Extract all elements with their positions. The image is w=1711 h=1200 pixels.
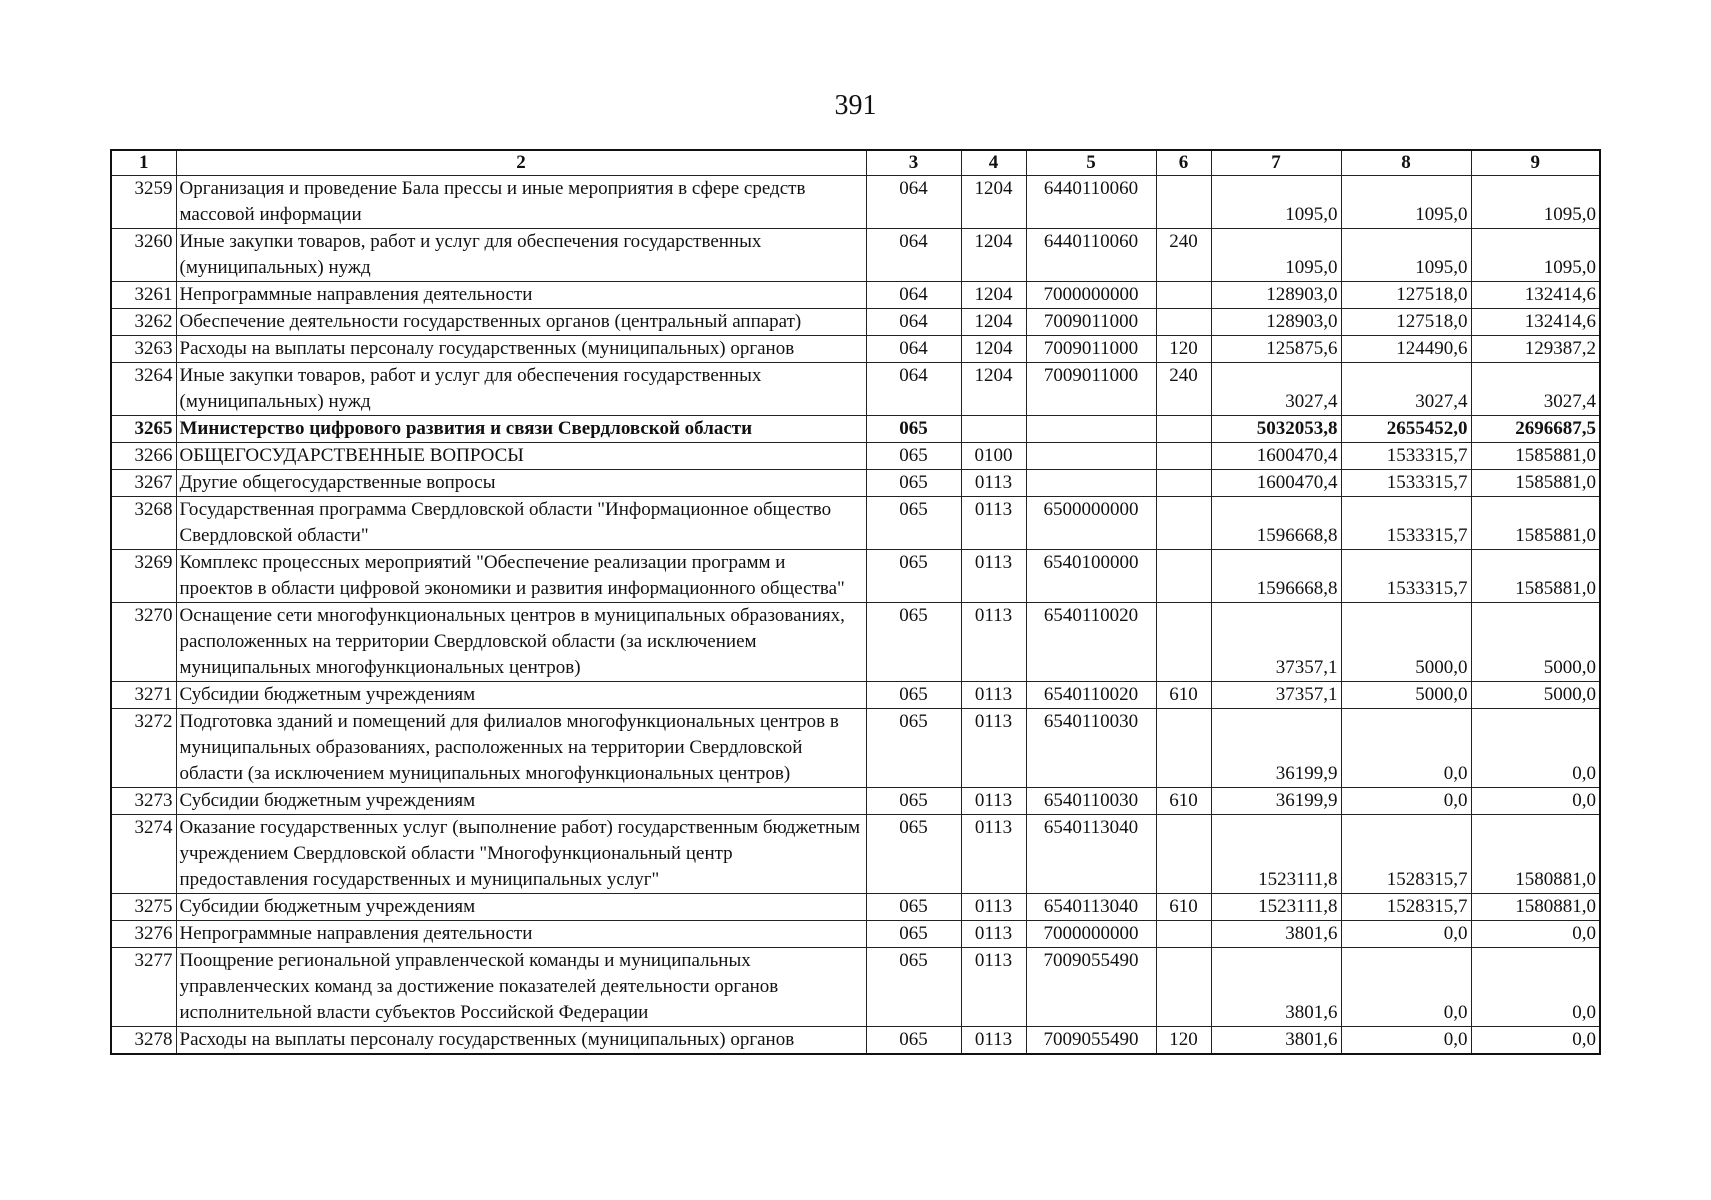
- row-amount-col8: 5000,0: [1341, 603, 1471, 682]
- row-code-ministry: 065: [866, 443, 961, 470]
- table-body: [111, 176, 1600, 1055]
- row-amount-col9: 1585881,0: [1471, 470, 1600, 497]
- table-row: [111, 788, 1600, 815]
- row-amount-col9: 129387,2: [1471, 336, 1600, 363]
- table-row: [111, 229, 1600, 282]
- row-amount-col7: 3801,6: [1211, 1027, 1341, 1055]
- row-code-expense-type: 240: [1156, 363, 1211, 416]
- row-code-expense-type: [1156, 282, 1211, 309]
- row-code-target: 7000000000: [1026, 282, 1156, 309]
- header-col-7: 7: [1211, 150, 1341, 176]
- row-code-expense-type: [1156, 550, 1211, 603]
- row-number: 3261: [111, 282, 176, 309]
- row-name: Организация и проведение Бала прессы и иные мероприятия в сфере средств массовой информации: [176, 176, 866, 229]
- row-code-expense-type: [1156, 921, 1211, 948]
- row-number: 3271: [111, 682, 176, 709]
- table-row: [111, 309, 1600, 336]
- row-number: 3277: [111, 948, 176, 1027]
- row-name: Подготовка зданий и помещений для филиалов многофункциональных центров в муниципальных образованиях, расположенных на территории Свердловской области (за исключением муниципальных многофункциональных центров): [176, 709, 866, 788]
- row-code-ministry: 064: [866, 363, 961, 416]
- row-number: 3260: [111, 229, 176, 282]
- header-col-3: 3: [866, 150, 961, 176]
- row-name: Иные закупки товаров, работ и услуг для обеспечения государственных (муниципальных) нужд: [176, 363, 866, 416]
- row-code-target: 7000000000: [1026, 921, 1156, 948]
- table-row: [111, 470, 1600, 497]
- row-code-target: 7009055490: [1026, 948, 1156, 1027]
- row-code-target: [1026, 470, 1156, 497]
- row-code-expense-type: 240: [1156, 229, 1211, 282]
- row-amount-col8: 5000,0: [1341, 682, 1471, 709]
- row-amount-col9: 1585881,0: [1471, 550, 1600, 603]
- row-code-ministry: 064: [866, 309, 961, 336]
- row-amount-col7: 1095,0: [1211, 229, 1341, 282]
- row-amount-col7: 128903,0: [1211, 309, 1341, 336]
- row-amount-col7: 37357,1: [1211, 682, 1341, 709]
- row-name: Государственная программа Свердловской области "Информационное общество Свердловской области": [176, 497, 866, 550]
- row-number: 3263: [111, 336, 176, 363]
- row-amount-col8: 1533315,7: [1341, 550, 1471, 603]
- table-row: [111, 497, 1600, 550]
- row-number: 3267: [111, 470, 176, 497]
- row-amount-col7: 1596668,8: [1211, 497, 1341, 550]
- row-amount-col9: 2696687,5: [1471, 416, 1600, 443]
- row-amount-col9: 5000,0: [1471, 682, 1600, 709]
- row-code-ministry: 065: [866, 550, 961, 603]
- row-code-expense-type: 120: [1156, 336, 1211, 363]
- row-code-ministry: 065: [866, 603, 961, 682]
- row-code-target: 6540110020: [1026, 682, 1156, 709]
- row-code-section: 0113: [961, 921, 1026, 948]
- row-amount-col8: 124490,6: [1341, 336, 1471, 363]
- table-row: [111, 282, 1600, 309]
- row-name: Комплекс процессных мероприятий "Обеспечение реализации программ и проектов в области цифровой экономики и развития информационного общества": [176, 550, 866, 603]
- table-row: [111, 363, 1600, 416]
- row-code-section: 1204: [961, 336, 1026, 363]
- row-amount-col8: 1533315,7: [1341, 443, 1471, 470]
- row-amount-col8: 127518,0: [1341, 282, 1471, 309]
- row-code-target: 6540110030: [1026, 788, 1156, 815]
- row-code-section: 0113: [961, 788, 1026, 815]
- row-amount-col7: 5032053,8: [1211, 416, 1341, 443]
- row-code-section: 0113: [961, 497, 1026, 550]
- row-code-target: 7009011000: [1026, 363, 1156, 416]
- row-amount-col8: 3027,4: [1341, 363, 1471, 416]
- row-code-target: 6440110060: [1026, 229, 1156, 282]
- row-amount-col7: 36199,9: [1211, 788, 1341, 815]
- row-amount-col9: 1585881,0: [1471, 443, 1600, 470]
- row-amount-col7: 36199,9: [1211, 709, 1341, 788]
- row-code-section: 1204: [961, 176, 1026, 229]
- table-row: [111, 603, 1600, 682]
- table-row: [111, 921, 1600, 948]
- row-code-ministry: 065: [866, 788, 961, 815]
- row-amount-col8: 1528315,7: [1341, 894, 1471, 921]
- row-code-expense-type: [1156, 709, 1211, 788]
- row-code-target: 6540110030: [1026, 709, 1156, 788]
- row-amount-col9: 0,0: [1471, 709, 1600, 788]
- row-name: Субсидии бюджетным учреждениям: [176, 894, 866, 921]
- row-amount-col9: 132414,6: [1471, 282, 1600, 309]
- row-code-expense-type: 610: [1156, 682, 1211, 709]
- row-amount-col7: 1600470,4: [1211, 470, 1341, 497]
- header-col-2: 2: [176, 150, 866, 176]
- row-amount-col9: 5000,0: [1471, 603, 1600, 682]
- row-amount-col7: 1523111,8: [1211, 815, 1341, 894]
- row-code-ministry: 064: [866, 229, 961, 282]
- row-amount-col8: 1095,0: [1341, 176, 1471, 229]
- row-name: Расходы на выплаты персоналу государственных (муниципальных) органов: [176, 336, 866, 363]
- row-code-expense-type: 610: [1156, 788, 1211, 815]
- row-code-ministry: 064: [866, 176, 961, 229]
- row-name: Обеспечение деятельности государственных органов (центральный аппарат): [176, 309, 866, 336]
- table-row: [111, 550, 1600, 603]
- row-code-ministry: 065: [866, 948, 961, 1027]
- row-name: Оснащение сети многофункциональных центров в муниципальных образованиях, расположенных на территории Свердловской области (за исключением муниципальных многофункциональных центров): [176, 603, 866, 682]
- row-code-target: 7009011000: [1026, 309, 1156, 336]
- row-code-section: 0113: [961, 603, 1026, 682]
- row-code-target: 6540113040: [1026, 815, 1156, 894]
- page-number: 391: [834, 90, 877, 121]
- row-code-target: 6500000000: [1026, 497, 1156, 550]
- row-amount-col8: 0,0: [1341, 788, 1471, 815]
- row-code-section: 0113: [961, 550, 1026, 603]
- header-col-1: 1: [111, 150, 176, 176]
- row-name: Непрограммные направления деятельности: [176, 282, 866, 309]
- row-number: 3264: [111, 363, 176, 416]
- row-code-section: [961, 416, 1026, 443]
- row-amount-col9: 1580881,0: [1471, 815, 1600, 894]
- row-code-target: [1026, 443, 1156, 470]
- row-name: ОБЩЕГОСУДАРСТВЕННЫЕ ВОПРОСЫ: [176, 443, 866, 470]
- row-amount-col7: 1523111,8: [1211, 894, 1341, 921]
- row-code-section: 0113: [961, 709, 1026, 788]
- row-code-target: 6440110060: [1026, 176, 1156, 229]
- row-amount-col8: 0,0: [1341, 948, 1471, 1027]
- row-code-section: 0113: [961, 815, 1026, 894]
- row-name: Другие общегосударственные вопросы: [176, 470, 866, 497]
- row-code-section: 0113: [961, 894, 1026, 921]
- row-code-expense-type: [1156, 603, 1211, 682]
- row-amount-col8: 2655452,0: [1341, 416, 1471, 443]
- row-name: Министерство цифрового развития и связи Свердловской области: [176, 416, 866, 443]
- row-amount-col8: 0,0: [1341, 921, 1471, 948]
- header-row: [111, 150, 1600, 176]
- row-amount-col7: 3801,6: [1211, 948, 1341, 1027]
- row-code-section: 0113: [961, 470, 1026, 497]
- table-row: [111, 176, 1600, 229]
- row-amount-col8: 127518,0: [1341, 309, 1471, 336]
- row-name: Поощрение региональной управленческой команды и муниципальных управленческих команд за достижение показателей деятельности органов исполнительной власти субъектов Российской Федерации: [176, 948, 866, 1027]
- row-amount-col7: 1600470,4: [1211, 443, 1341, 470]
- row-code-target: 6540110020: [1026, 603, 1156, 682]
- row-code-ministry: 065: [866, 894, 961, 921]
- row-name: Субсидии бюджетным учреждениям: [176, 788, 866, 815]
- row-code-expense-type: 120: [1156, 1027, 1211, 1055]
- budget-table: [110, 149, 1601, 1055]
- row-amount-col8: 0,0: [1341, 1027, 1471, 1055]
- row-code-target: 7009055490: [1026, 1027, 1156, 1055]
- row-code-section: 1204: [961, 282, 1026, 309]
- row-code-ministry: 064: [866, 336, 961, 363]
- row-code-ministry: 065: [866, 709, 961, 788]
- row-amount-col9: 0,0: [1471, 1027, 1600, 1055]
- table-row: [111, 815, 1600, 894]
- row-number: 3273: [111, 788, 176, 815]
- row-amount-col9: 1580881,0: [1471, 894, 1600, 921]
- row-amount-col9: 0,0: [1471, 788, 1600, 815]
- row-amount-col8: 1533315,7: [1341, 497, 1471, 550]
- row-code-section: 0113: [961, 682, 1026, 709]
- row-code-expense-type: [1156, 176, 1211, 229]
- row-code-ministry: 065: [866, 921, 961, 948]
- row-code-section: 0113: [961, 948, 1026, 1027]
- row-code-ministry: 065: [866, 1027, 961, 1055]
- row-code-expense-type: [1156, 443, 1211, 470]
- table-row: [111, 709, 1600, 788]
- row-code-ministry: 065: [866, 682, 961, 709]
- header-col-5: 5: [1026, 150, 1156, 176]
- row-name: Расходы на выплаты персоналу государственных (муниципальных) органов: [176, 1027, 866, 1055]
- table-row: [111, 682, 1600, 709]
- row-amount-col8: 1528315,7: [1341, 815, 1471, 894]
- row-name: Непрограммные направления деятельности: [176, 921, 866, 948]
- row-number: 3265: [111, 416, 176, 443]
- row-number: 3275: [111, 894, 176, 921]
- row-number: 3278: [111, 1027, 176, 1055]
- row-number: 3269: [111, 550, 176, 603]
- row-code-ministry: 064: [866, 282, 961, 309]
- row-code-section: 1204: [961, 363, 1026, 416]
- row-amount-col7: 37357,1: [1211, 603, 1341, 682]
- table-row: [111, 948, 1600, 1027]
- table-row: [111, 1027, 1600, 1055]
- row-code-expense-type: [1156, 815, 1211, 894]
- header-col-4: 4: [961, 150, 1026, 176]
- table-row: [111, 443, 1600, 470]
- row-code-ministry: 065: [866, 470, 961, 497]
- row-amount-col9: 1095,0: [1471, 229, 1600, 282]
- row-amount-col9: 132414,6: [1471, 309, 1600, 336]
- table-row: [111, 894, 1600, 921]
- row-code-expense-type: [1156, 309, 1211, 336]
- row-amount-col7: 128903,0: [1211, 282, 1341, 309]
- row-amount-col7: 3027,4: [1211, 363, 1341, 416]
- row-number: 3276: [111, 921, 176, 948]
- row-amount-col8: 1533315,7: [1341, 470, 1471, 497]
- row-number: 3268: [111, 497, 176, 550]
- row-amount-col8: 1095,0: [1341, 229, 1471, 282]
- row-code-section: 1204: [961, 309, 1026, 336]
- row-code-target: 6540100000: [1026, 550, 1156, 603]
- row-code-expense-type: [1156, 416, 1211, 443]
- row-number: 3259: [111, 176, 176, 229]
- row-number: 3272: [111, 709, 176, 788]
- header-col-8: 8: [1341, 150, 1471, 176]
- header-col-9: 9: [1471, 150, 1600, 176]
- row-code-ministry: 065: [866, 497, 961, 550]
- row-code-section: 0113: [961, 1027, 1026, 1055]
- row-code-expense-type: [1156, 470, 1211, 497]
- row-code-section: 0100: [961, 443, 1026, 470]
- row-amount-col7: 1596668,8: [1211, 550, 1341, 603]
- row-amount-col8: 0,0: [1341, 709, 1471, 788]
- row-code-expense-type: [1156, 948, 1211, 1027]
- row-code-ministry: 065: [866, 416, 961, 443]
- row-number: 3266: [111, 443, 176, 470]
- row-code-target: 7009011000: [1026, 336, 1156, 363]
- row-code-expense-type: [1156, 497, 1211, 550]
- table-row: [111, 336, 1600, 363]
- row-code-target: 6540113040: [1026, 894, 1156, 921]
- row-amount-col9: 1095,0: [1471, 176, 1600, 229]
- row-name: Иные закупки товаров, работ и услуг для обеспечения государственных (муниципальных) нужд: [176, 229, 866, 282]
- row-name: Субсидии бюджетным учреждениям: [176, 682, 866, 709]
- row-amount-col7: 3801,6: [1211, 921, 1341, 948]
- row-amount-col9: 3027,4: [1471, 363, 1600, 416]
- row-code-expense-type: 610: [1156, 894, 1211, 921]
- table-row: [111, 416, 1600, 443]
- row-amount-col9: 0,0: [1471, 948, 1600, 1027]
- row-amount-col7: 1095,0: [1211, 176, 1341, 229]
- row-number: 3270: [111, 603, 176, 682]
- row-code-section: 1204: [961, 229, 1026, 282]
- row-amount-col9: 1585881,0: [1471, 497, 1600, 550]
- row-code-ministry: 065: [866, 815, 961, 894]
- header-col-6: 6: [1156, 150, 1211, 176]
- row-amount-col9: 0,0: [1471, 921, 1600, 948]
- row-name: Оказание государственных услуг (выполнение работ) государственным бюджетным учреждением Свердловской области "Многофункциональный центр предоставления государственных и муниципальных услуг": [176, 815, 866, 894]
- row-number: 3262: [111, 309, 176, 336]
- row-number: 3274: [111, 815, 176, 894]
- row-code-target: [1026, 416, 1156, 443]
- row-amount-col7: 125875,6: [1211, 336, 1341, 363]
